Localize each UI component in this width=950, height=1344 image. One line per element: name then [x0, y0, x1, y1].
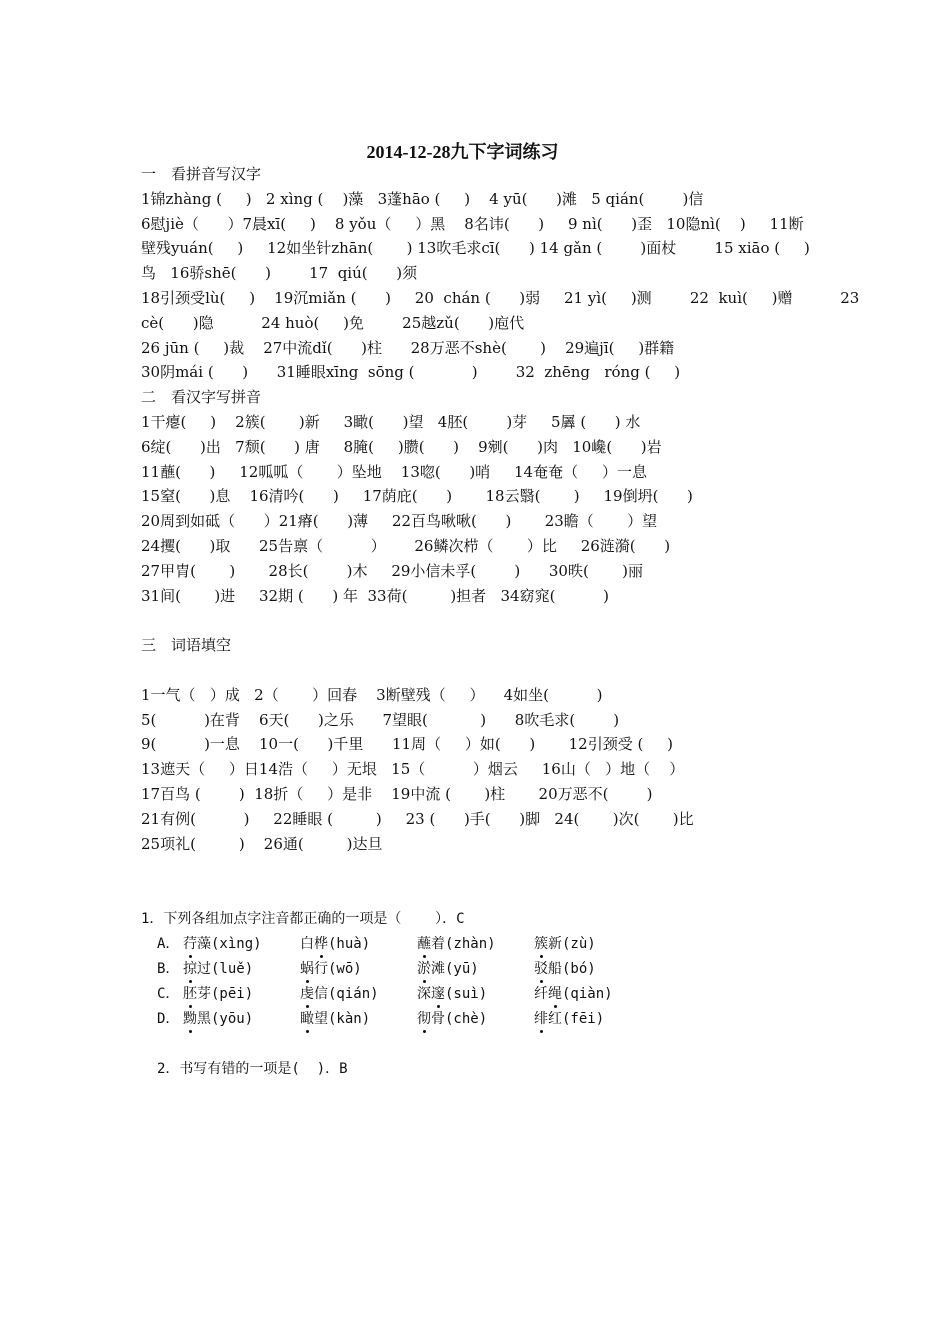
exercise-line: 6慰jiè（ ）7晨xī( ) 8 yǒu（ ）黑 8名讳( ) 9 nì( )歪 10隐nì( ) 11断: [141, 214, 804, 233]
option-item: [534, 982, 613, 1007]
section-heading-pinyin-to-hanzi: 一 看拼音写汉字: [141, 165, 262, 183]
option-item-rest: 黑(yōu): [197, 1011, 254, 1027]
option-item: [534, 1007, 604, 1032]
dotted-char: 绯: [534, 1007, 548, 1032]
option-label: A．: [157, 936, 180, 952]
option-item-lead: 白: [300, 936, 314, 952]
option-item: [417, 982, 487, 1007]
exercise-line: 25项礼( ) 26通( )达旦: [141, 834, 383, 853]
option-label: C．: [157, 986, 180, 1002]
dotted-char: 瞰: [300, 1007, 314, 1032]
exercise-body: [141, 162, 860, 856]
dotted-char: 黝: [183, 1007, 197, 1032]
spacer: [141, 658, 786, 683]
option-item: [417, 932, 496, 957]
question-2: 2．书写有错的一项是( )．B: [157, 1061, 348, 1077]
option-item: [183, 1007, 253, 1032]
exercise-line: 鸟 16骄shē( ) 17 qiú( )须: [141, 264, 418, 283]
section-heading-hanzi-to-pinyin: 二 看汉字写拼音: [141, 388, 262, 407]
exercise-line: 6绽( )出 7颓( ) 唐 8腌( )臜( ) 9剜( )肉 10巉( )岩: [141, 437, 662, 456]
option-item-lead: 深: [417, 986, 431, 1002]
option-item-rest: (huà): [328, 936, 371, 952]
exercise-line: 1一气（ ）成 2（ ）回春 3断壁残（ ） 4如坐( ): [141, 685, 603, 704]
exercise-line: 30阴mái ( ) 31睡眼xīng sōng ( ) 32 zhēng róng ( ): [141, 363, 681, 382]
exercise-line: 24攫( )取 25告禀（ ） 26鳞次栉（ ）比 26涟漪( ): [141, 536, 671, 555]
option-item-rest: 新(zù): [548, 936, 596, 952]
option-item-rest: 红(fēi): [548, 1011, 605, 1027]
exercise-line: 31间( )进 32期 ( ) 年 33荷( )担者 34窈窕( ): [141, 586, 609, 605]
dotted-char: 绳: [548, 982, 562, 1007]
option-item-rest: 望(kàn): [314, 1011, 371, 1027]
option-item-rest: 行(wō): [314, 961, 362, 977]
exercise-line: 13遮天（ ）日14浩（ ）无垠 15（ ）烟云 16山（ ）地（ ）: [141, 760, 685, 779]
exercise-line: 17百鸟 ( ) 18折（ ）是非 19中流 ( )柱 20万恶不( ): [141, 784, 653, 803]
option-item-rest: 信(qián): [314, 986, 379, 1002]
dotted-char: 桦: [314, 932, 328, 957]
option-item-rest: (suì): [445, 986, 488, 1002]
dotted-char: 蘸: [417, 932, 431, 957]
option-item: [183, 932, 262, 957]
dotted-char: 簇: [534, 932, 548, 957]
option-item: [534, 932, 596, 957]
question-1: 1．下列各组加点字注音都正确的一项是（ ）．C: [141, 911, 465, 927]
option-item: [417, 957, 479, 982]
dotted-char: 蜗: [300, 957, 314, 982]
exercise-line: 20周到如砥（ ）21瘠( )薄 22百鸟啾啾( ) 23瞻（ ）望: [141, 512, 658, 531]
option-item: [300, 1007, 370, 1032]
option-item-rest: (qiàn): [562, 986, 613, 1002]
exercise-line: 26 jūn ( )裁 27中流dǐ( )柱 28万恶不shè( ) 29遍jī( )群籍: [141, 338, 675, 357]
option-item-rest: 藻(xìng): [197, 936, 262, 952]
dotted-char: 胚: [183, 982, 197, 1007]
exercise-line: 15窒( )息 16清吟( ) 17荫庇( ) 18云翳( ) 19倒坍( ): [141, 487, 693, 506]
exercise-line: cè( )隐 24 huò( )免 25越zǔ( )庖代: [141, 313, 525, 332]
option-item-rest: 骨(chè): [431, 1011, 488, 1027]
exercise-line: 5( )在背 6天( )之乐 7望眼( ) 8吹毛求( ): [141, 710, 620, 729]
option-item: [300, 982, 379, 1007]
exercise-line: 21有例( ) 22睡眼 ( ) 23 ( )手( )脚 24( )次( )比: [141, 809, 694, 828]
option-item: [183, 957, 253, 982]
option-a: [141, 932, 786, 957]
option-item: [300, 957, 362, 982]
exercise-line: 11蘸( ) 12呱呱（ ）坠地 13唿( )哨 14奄奄（ ）一息: [141, 462, 647, 481]
page-title: 2014-12-28九下字词练习: [366, 142, 559, 162]
option-item: [183, 982, 253, 1007]
option-item-rest: 过(luě): [197, 961, 254, 977]
option-item-rest: 滩(yū): [431, 961, 479, 977]
exercise-line: 1干瘪( ) 2簇( )新 3瞰( )望 4胚( )芽 5羼 ( ) 水: [141, 412, 641, 431]
option-item: [417, 1007, 487, 1032]
option-item-rest: 芽(pēi): [197, 986, 254, 1002]
exercise-line: 18引颈受lù( ) 19沉miǎn ( ) 20 chán ( )弱 21 yì( )测 22 kuì( )赠 23: [141, 288, 860, 307]
option-label: B．: [157, 961, 180, 977]
option-item-rest: 船(bó): [548, 961, 596, 977]
option-item-rest: 着(zhàn): [431, 936, 496, 952]
option-item: [300, 932, 370, 957]
option-d: [141, 1007, 786, 1032]
option-item-lead: 纤: [534, 986, 548, 1002]
dotted-char: 虔: [300, 982, 314, 1007]
exercise-line: 1锦zhàng ( ) 2 xìng ( )藻 3蓬hāo ( ) 4 yū( )滩 5 qián( )信: [141, 189, 704, 208]
option-label: D．: [157, 1011, 180, 1027]
exercise-line: 9( )一息 10一( )千里 11周（ ）如( ) 12引颈受 ( ): [141, 735, 674, 754]
dotted-char: 邃: [431, 982, 445, 1007]
option-item: [534, 957, 596, 982]
option-c: [141, 982, 786, 1007]
dotted-char: 驳: [534, 957, 548, 982]
dotted-char: 掠: [183, 957, 197, 982]
dotted-char: 彻: [417, 1007, 431, 1032]
exercise-line: 27甲胄( ) 28长( )木 29小信未孚( ) 30昳( )丽: [141, 561, 644, 580]
dotted-char: 荇: [183, 932, 197, 957]
multiple-choice-section: [141, 907, 786, 1032]
spacer: [141, 608, 786, 633]
dotted-char: 淤: [417, 957, 431, 982]
section-heading-fill-in-words: 三 词语填空: [141, 636, 232, 655]
exercise-line: 壁残yuán( ) 12如坐针zhān( ) 13吹毛求cī( ) 14 gǎn ( )面杖 15 xiāo ( ): [141, 239, 810, 258]
option-b: [141, 957, 786, 982]
